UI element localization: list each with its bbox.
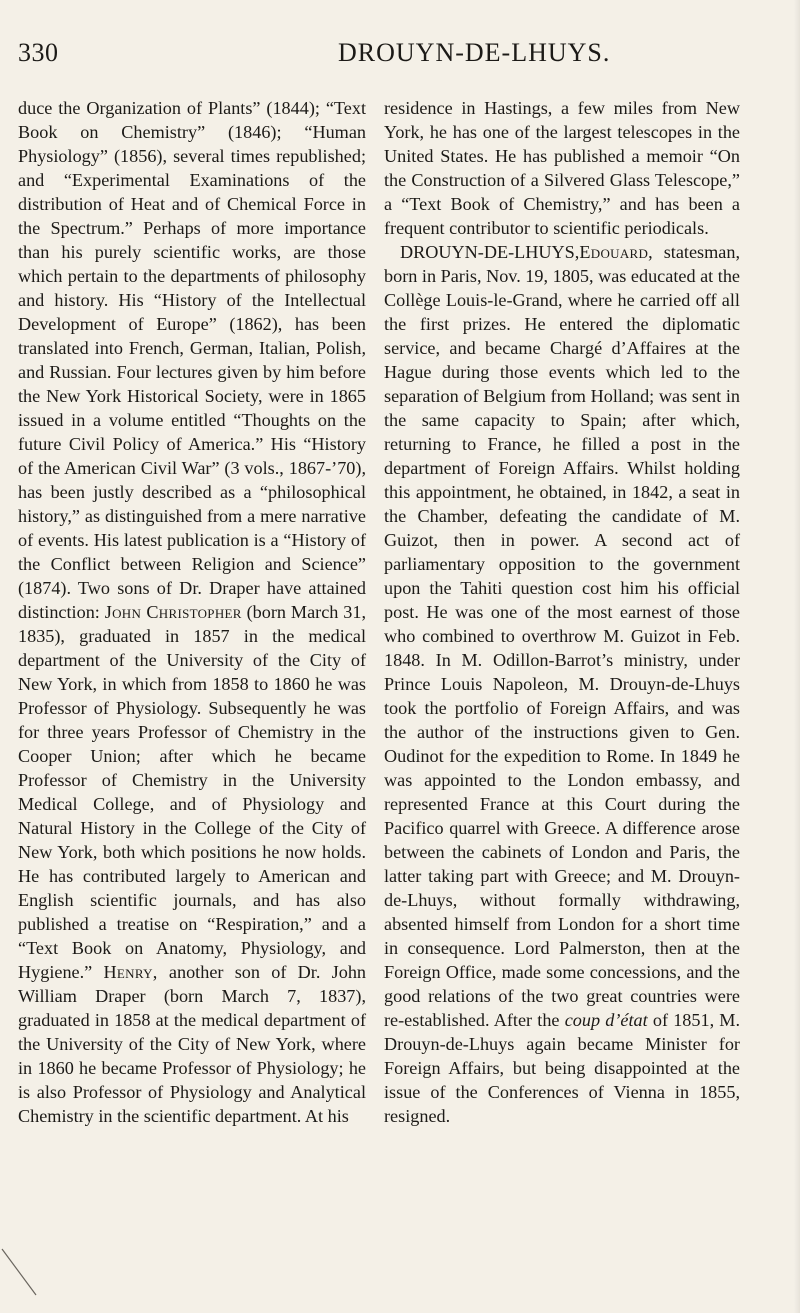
left-column bbox=[18, 96, 366, 1128]
right-column bbox=[384, 96, 740, 1128]
name-henry: Henry, bbox=[103, 962, 158, 982]
coup-detat: coup d’état bbox=[564, 1010, 648, 1030]
draper-works-text: duce the Organization of Plants” (1844); “Text Book on Chemistry” (1846); “Human Physiology” (1856), several times republished; and “Experimental Examinations of the distribution of Heat and of Chemical Force in the Spectrum.” Perhaps of more importance than his purely scientific works, are those which pertain to the departments of philosophy and history. His “History of the Intellectual Development of Europe” (1862), has been translated into French, German, Italian, Polish, and Russian. Four lectures given by him before the New York Historical Society, were in 1865 issued in a volume entitled “Thoughts on the future Civil Policy of America.” His “History of the American Civil War” (3 vols., 1867-’70), has been justly described as a “philosophical history,” as distinguished from a mere narrative of events. His latest publication is a “History of the Conflict between Religion and Science” (1874). Two sons of Dr. Draper have attained distinction: bbox=[18, 98, 366, 622]
entry-text-end: of 1851, M. Drouyn-de-Lhuys again became Minister for Foreign Affairs, but being disappointed at the issue of the Conferences of Vienna in 1855, resigned. bbox=[384, 1010, 741, 1126]
drouyn-entry bbox=[384, 240, 740, 1128]
running-head: DROUYN-DE-LHUYS. bbox=[338, 38, 611, 67]
entry-name: DROUYN-DE-LHUYS, bbox=[400, 242, 580, 262]
page-number: 330 bbox=[18, 38, 59, 67]
page-corner-mark bbox=[0, 1245, 60, 1305]
entry-forename: Edouard, bbox=[579, 242, 654, 262]
left-paragraph bbox=[18, 96, 366, 1128]
entry-text: statesman, born in Paris, Nov. 19, 1805, was educated at the Collège Louis-le-Grand, where he carried off all the first prizes. He entered the diplomatic service, and became Chargé d’Affaires at the Hague during those events which led to the separation of Belgium from Holland; was sent in the same capacity to Spain; after which, returning to France, he filled a post in the department of Foreign Affairs. Whilst holding this appointment, he obtained, in 1842, a seat in the Chamber, defeating the candidate of M. Guizot, then in power. A second act of parliamentary opposition to the government upon the Tahiti question cost him his official post. He was one of the most earnest of those who combined to overthrow M. Guizot in Feb. 1848. In M. Odillon-Barrot’s ministry, under Prince Louis Napoleon, M. Drouyn-de-Lhuys took the portfolio of Foreign Affairs, and was the author of the instructions given to Gen. Oudinot for the expedition to Rome. In 1849 he was appointed to the London embassy, and represented France at this Court during the Pacifico quarrel with Greece. A difference arose between the cabinets of London and Paris, the latter taking part with Greece; and M. Drouyn-de-Lhuys, without formally withdrawing, absented himself from London for a short time in consequence. Lord Palmerston, then at the Foreign Office, made some concessions, and the good relations of the two great countries were re-established. After the bbox=[384, 242, 740, 1030]
john-christopher-text: (born March 31, 1835), graduated in 1857 in the medical department of the University of the City of New York, in which from 1858 to 1860 he was Professor of Physiology. Subsequently he was for three years Professor of Chemistry in the Cooper Union; after which he became Professor of Chemistry in the University Medical College, and of Physiology and Natural History in the College of the City of New York, both which positions he now holds. He has contributed largely to American and English scientific journals, and has also published a treatise on “Respiration,” and a “Text Book on Anatomy, Physiology, and Hygiene.” bbox=[18, 602, 366, 982]
henry-text: another son of Dr. John William Draper (born March 7, 1837), graduated in 1858 at the medical department of the University of the City of New York, where in 1860 he became Professor of Physiology; he is also Professor of Physiology and Analytical Chemistry in the scientific department. At his bbox=[18, 962, 367, 1126]
right-paragraph-continued: residence in Hastings, a few miles from New York, he has one of the largest telescopes in the United States. He has published a memoir “On the Construction of a Silvered Glass Telescope,” a “Text Book of Chemistry,” and has been a frequent contributor to scientific periodicals. bbox=[384, 98, 740, 238]
page-edge-shadow bbox=[794, 0, 800, 1313]
name-john-christopher: John Christopher bbox=[104, 602, 242, 622]
